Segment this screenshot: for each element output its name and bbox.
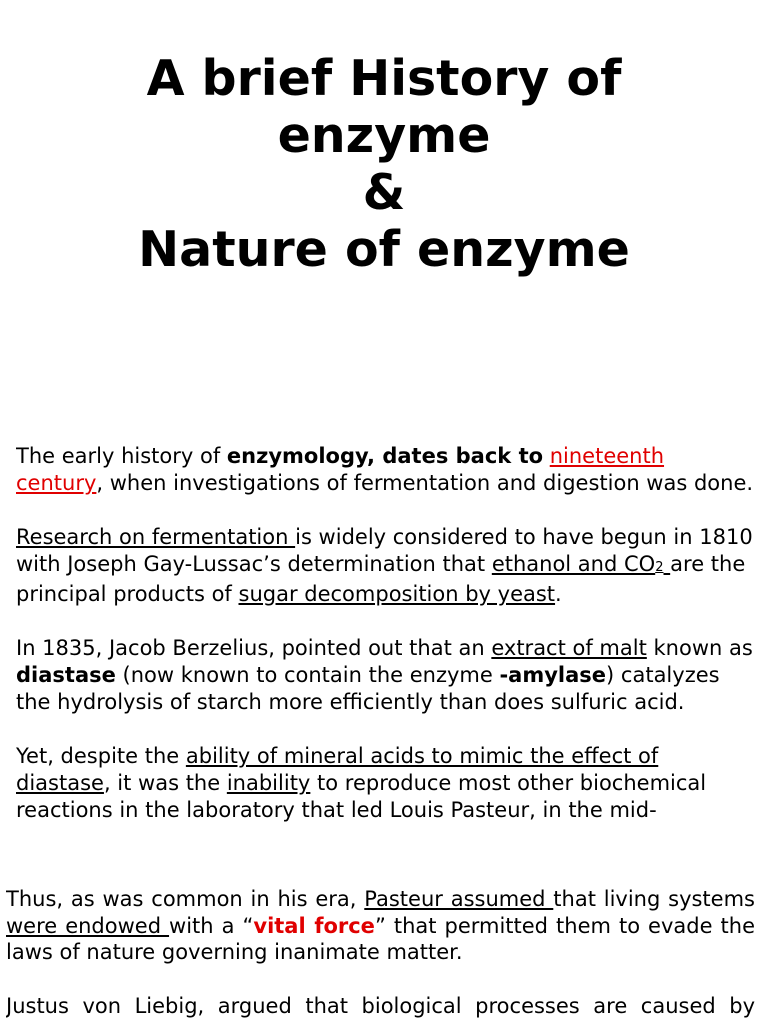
bold-phrase: -amylase: [499, 663, 607, 687]
text-span: are the principal products of: [16, 552, 746, 606]
underlined-phrase: ability of mineral acids to mimic the effect of diastase: [16, 744, 659, 795]
text-span: Yet, despite the: [16, 744, 186, 768]
text-span: .: [555, 582, 562, 606]
paragraph-berzelius: [16, 635, 756, 716]
text-span: (now known to contain the enzyme: [115, 663, 500, 687]
bold-phrase: enzymology, dates back to: [226, 444, 544, 468]
text-span: is widely considered to have begun in 1810 with Joseph Gay-Lussac’s determination that: [16, 525, 753, 576]
underlined-phrase: ethanol and CO: [491, 552, 656, 576]
text-span: Justus von Liebig, argued that biological processes are caused by: [6, 993, 755, 1018]
title-line-4: Nature of enzyme: [138, 221, 630, 278]
text-span: with a “: [169, 913, 254, 938]
title-line-3: &: [362, 164, 406, 221]
red-underlined-phrase: nineteenth century: [16, 444, 665, 495]
red-bold-phrase: vital force: [253, 913, 375, 938]
underlined-phrase: sugar decomposition by yeast: [238, 582, 556, 606]
text-span: to reproduce most other biochemical reactions in the laboratory that led Louis Pasteur, in the mid-: [16, 771, 707, 822]
underlined-phrase: inability: [226, 771, 311, 795]
text-span: Thus, as was common in his era,: [6, 887, 365, 911]
paragraph-pasteur: [6, 886, 755, 966]
paragraph-fermentation: [16, 524, 756, 608]
title-line-1: A brief History of: [146, 50, 622, 107]
text-span: The early history of: [16, 444, 227, 468]
history-text-block: [16, 443, 756, 863]
text-span: , it was the: [103, 771, 227, 795]
paragraph-liebig: [6, 993, 755, 1020]
vital-force-text-block: [6, 886, 755, 1024]
subscript: 2: [655, 560, 664, 575]
underlined-phrase: Pasteur assumed: [364, 887, 554, 911]
bold-phrase: diastase: [16, 663, 116, 687]
page-title: [0, 50, 768, 278]
text-span: that living systems: [553, 887, 755, 911]
paragraph-mineral-acids: [16, 743, 756, 824]
text-span: , when investigations of fermentation and digestion was done.: [96, 471, 754, 495]
paragraph-early-history: [16, 443, 756, 497]
underlined-phrase: Research on fermentation: [16, 525, 296, 549]
text-span: ) catalyzes the hydrolysis of starch more efficiently than does sulfuric acid.: [16, 663, 720, 714]
text-span: [543, 444, 550, 468]
text-span: known as: [646, 636, 753, 660]
underlined-phrase: extract of malt: [491, 636, 647, 660]
title-line-2: enzyme: [277, 107, 491, 164]
text-span: ” that permitted them to evade the laws of nature governing inanimate matter.: [6, 913, 755, 964]
underlined-phrase: were endowed: [6, 913, 170, 938]
text-span: In 1835, Jacob Berzelius, pointed out that an: [16, 636, 492, 660]
